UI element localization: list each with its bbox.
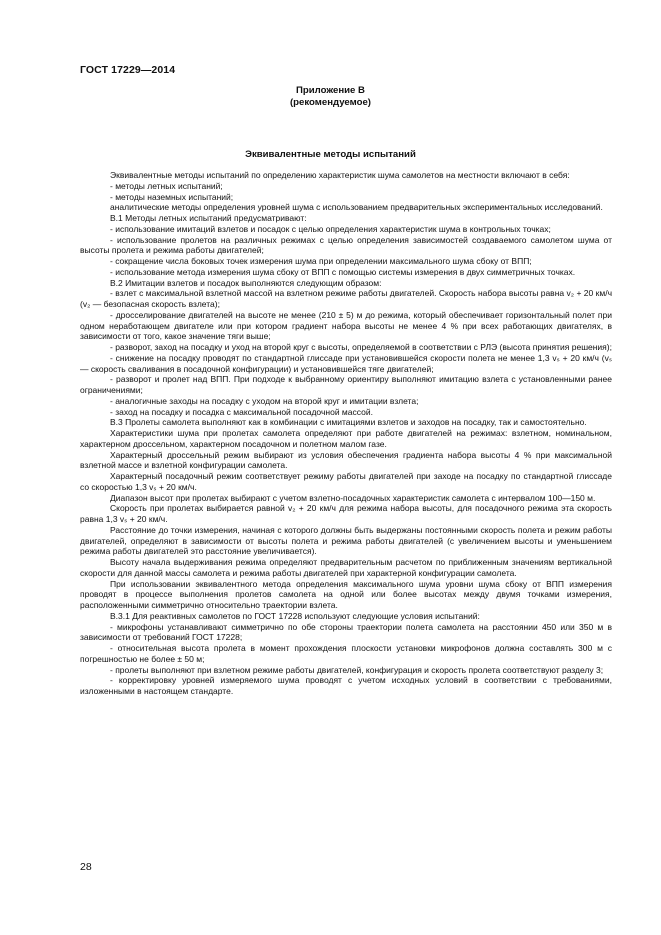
paragraph: В.3 Пролеты самолета выполняют как в комбинации с имитациями взлетов и заходов на посадку, так и самостоятельно. [110, 417, 587, 428]
appendix-title: Приложение В [296, 85, 365, 96]
paragraph: В.1 Методы летных испытаний предусматривают: [110, 213, 307, 223]
paragraph: - заход на посадку и посадка с максимальной посадочной массой. [110, 406, 373, 417]
paragraph: Диапазон высот при пролетах выбирают с учетом взлетно-посадочных характеристик самолета с интервалом 100—150 м. [110, 492, 596, 503]
paragraph: - методы летных испытаний; [110, 180, 223, 191]
paragraph: - корректировку уровней измеряемого шума проводят с учетом исходных условий в соответствии с требованиями, изложенными в настоящем стандарте. [80, 675, 612, 696]
paragraph: - пролеты выполняют при взлетном режиме работы двигателей, конфигурация и скорость пролета соответствуют разделу 3; [110, 664, 604, 675]
paragraph: Расстояние до точки измерения, начиная с которого должны быть выдержаны постоянными скорость полета и режим работы двигателей, определяют в зависимости от высоты полета и режима работы двигателей (с увеличением высоты и уменьшением режима работы двигателей это расстояние увеличивается). [80, 524, 612, 557]
paragraph: Характеристики шума при пролетах самолета определяют при работе двигателей на режимах: взлетном, номинальном, характерном дроссельном, характерном посадочном и полетном малом газе. [80, 428, 612, 449]
paragraph: Высоту начала выдерживания режима определяют предварительным расчетом по приближенным значениям вертикальной скорости для данной массы самолета и режима работы двигателей при характерной конфигурации самолета. [80, 557, 612, 578]
paragraph: Скорость при пролетах выбирается равной v₂ + 20 км/ч для режима набора высоты, для посадочного режима эта скорость равна 1,3 vₛ + 20 км/ч. [80, 503, 612, 524]
paragraph: - взлет с максимальной взлетной массой на взлетном режиме работы двигателей. Скорость набора высоты равна v₂ + 20 км/ч (v₂ — безопасная скорость взлета); [80, 288, 612, 309]
section-title: Эквивалентные методы испытаний [245, 149, 416, 160]
paragraph: - микрофоны устанавливают симметрично по обе стороны траектории полета самолета на расстоянии 450 или 350 м в зависимости от требований ГОСТ 17228; [80, 621, 612, 643]
paragraph: - относительная высота пролета в момент прохождения плоскости установки микрофонов должна составлять 300 м с погрешностью не более ± 50 м; [80, 643, 612, 664]
paragraph: Эквивалентные методы испытаний по определению характеристик шума самолетов на местности включают в себя: [110, 170, 570, 180]
paragraph: В.3.1 Для реактивных самолетов по ГОСТ 17228 используют следующие условия испытаний: [110, 610, 480, 621]
paragraph: - аналогичные заходы на посадку с уходом на второй круг и имитации взлета; [110, 395, 419, 406]
paragraph: В.2 Имитации взлетов и посадок выполняются следующим образом: [110, 277, 382, 288]
paragraph: - использование пролетов на различных режимах с целью определения зависимостей создаваемого самолетом шума от высоты пролета и режима работы двигателей; [80, 234, 612, 256]
paragraph: Характерный посадочный режим соответствует режиму работы двигателей при заходе на посадку по стандартной глиссаде со скоростью 1,3 vₛ + 20 км/ч. [80, 471, 612, 492]
paragraph: Характерный дроссельный режим выбирают из условия обеспечения градиента набора высоты 4 % при максимальной взлетной массе и взлетной конфигурации самолета. [80, 449, 612, 471]
page-number: 28 [80, 861, 92, 873]
paragraph: - использование имитаций взлетов и посадок с целью определения характеристик шума в контрольных точках; [110, 223, 551, 234]
paragraph: - снижение на посадку проводят по стандартной глиссаде при установившейся скорости полета не менее 1,3 vₛ + 20 км/ч (vₛ — скорость сваливания в посадочной конфигурации) и установившейся тяге двигателей; [80, 352, 612, 374]
paragraph: - сокращение числа боковых точек измерения шума при определении максимального шума сбоку от ВПП; [110, 256, 532, 266]
body-text [80, 170, 612, 697]
standard-designation: ГОСТ 17229—2014 [80, 64, 176, 76]
appendix-heading [0, 85, 661, 109]
appendix-type: (рекомендуемое) [289, 97, 371, 108]
paragraph: - использование метода измерения шума сбоку от ВПП с помощью системы измерения в двух симметричных точках. [110, 266, 576, 277]
paragraph: - разворот и пролет над ВПП. При подходе к выбранному ориентиру выполняют имитацию взлета с установленными ранее ограничениями; [80, 374, 612, 395]
paragraph: аналитические методы определения уровней шума с использованием предварительных экспериментальных исследований. [110, 202, 603, 213]
paragraph: - разворот, заход на посадку и уход на второй круг с высоты, определяемой в соответствии с РЛЭ (высота принятия решения); [110, 342, 612, 352]
paragraph: При использовании эквивалентного метода определения максимального шума уровни шума сбоку от ВПП измерения проводят в процессе выполнения пролетов самолета на одной или более высотах между двумя точками измерения, расположенными симметрично относительно траектории взлета. [80, 578, 612, 610]
paragraph: - методы наземных испытаний; [110, 191, 234, 202]
paragraph: - дросселирование двигателей на высоте не менее (210 ± 5) м до режима, который обеспечивает горизонтальный полет при одном неработающем двигателе или при котором градиент набора высоты не менее 4 % при всех работающих двигателях, в зависимости от того, какое значение тяги выше; [80, 309, 612, 342]
